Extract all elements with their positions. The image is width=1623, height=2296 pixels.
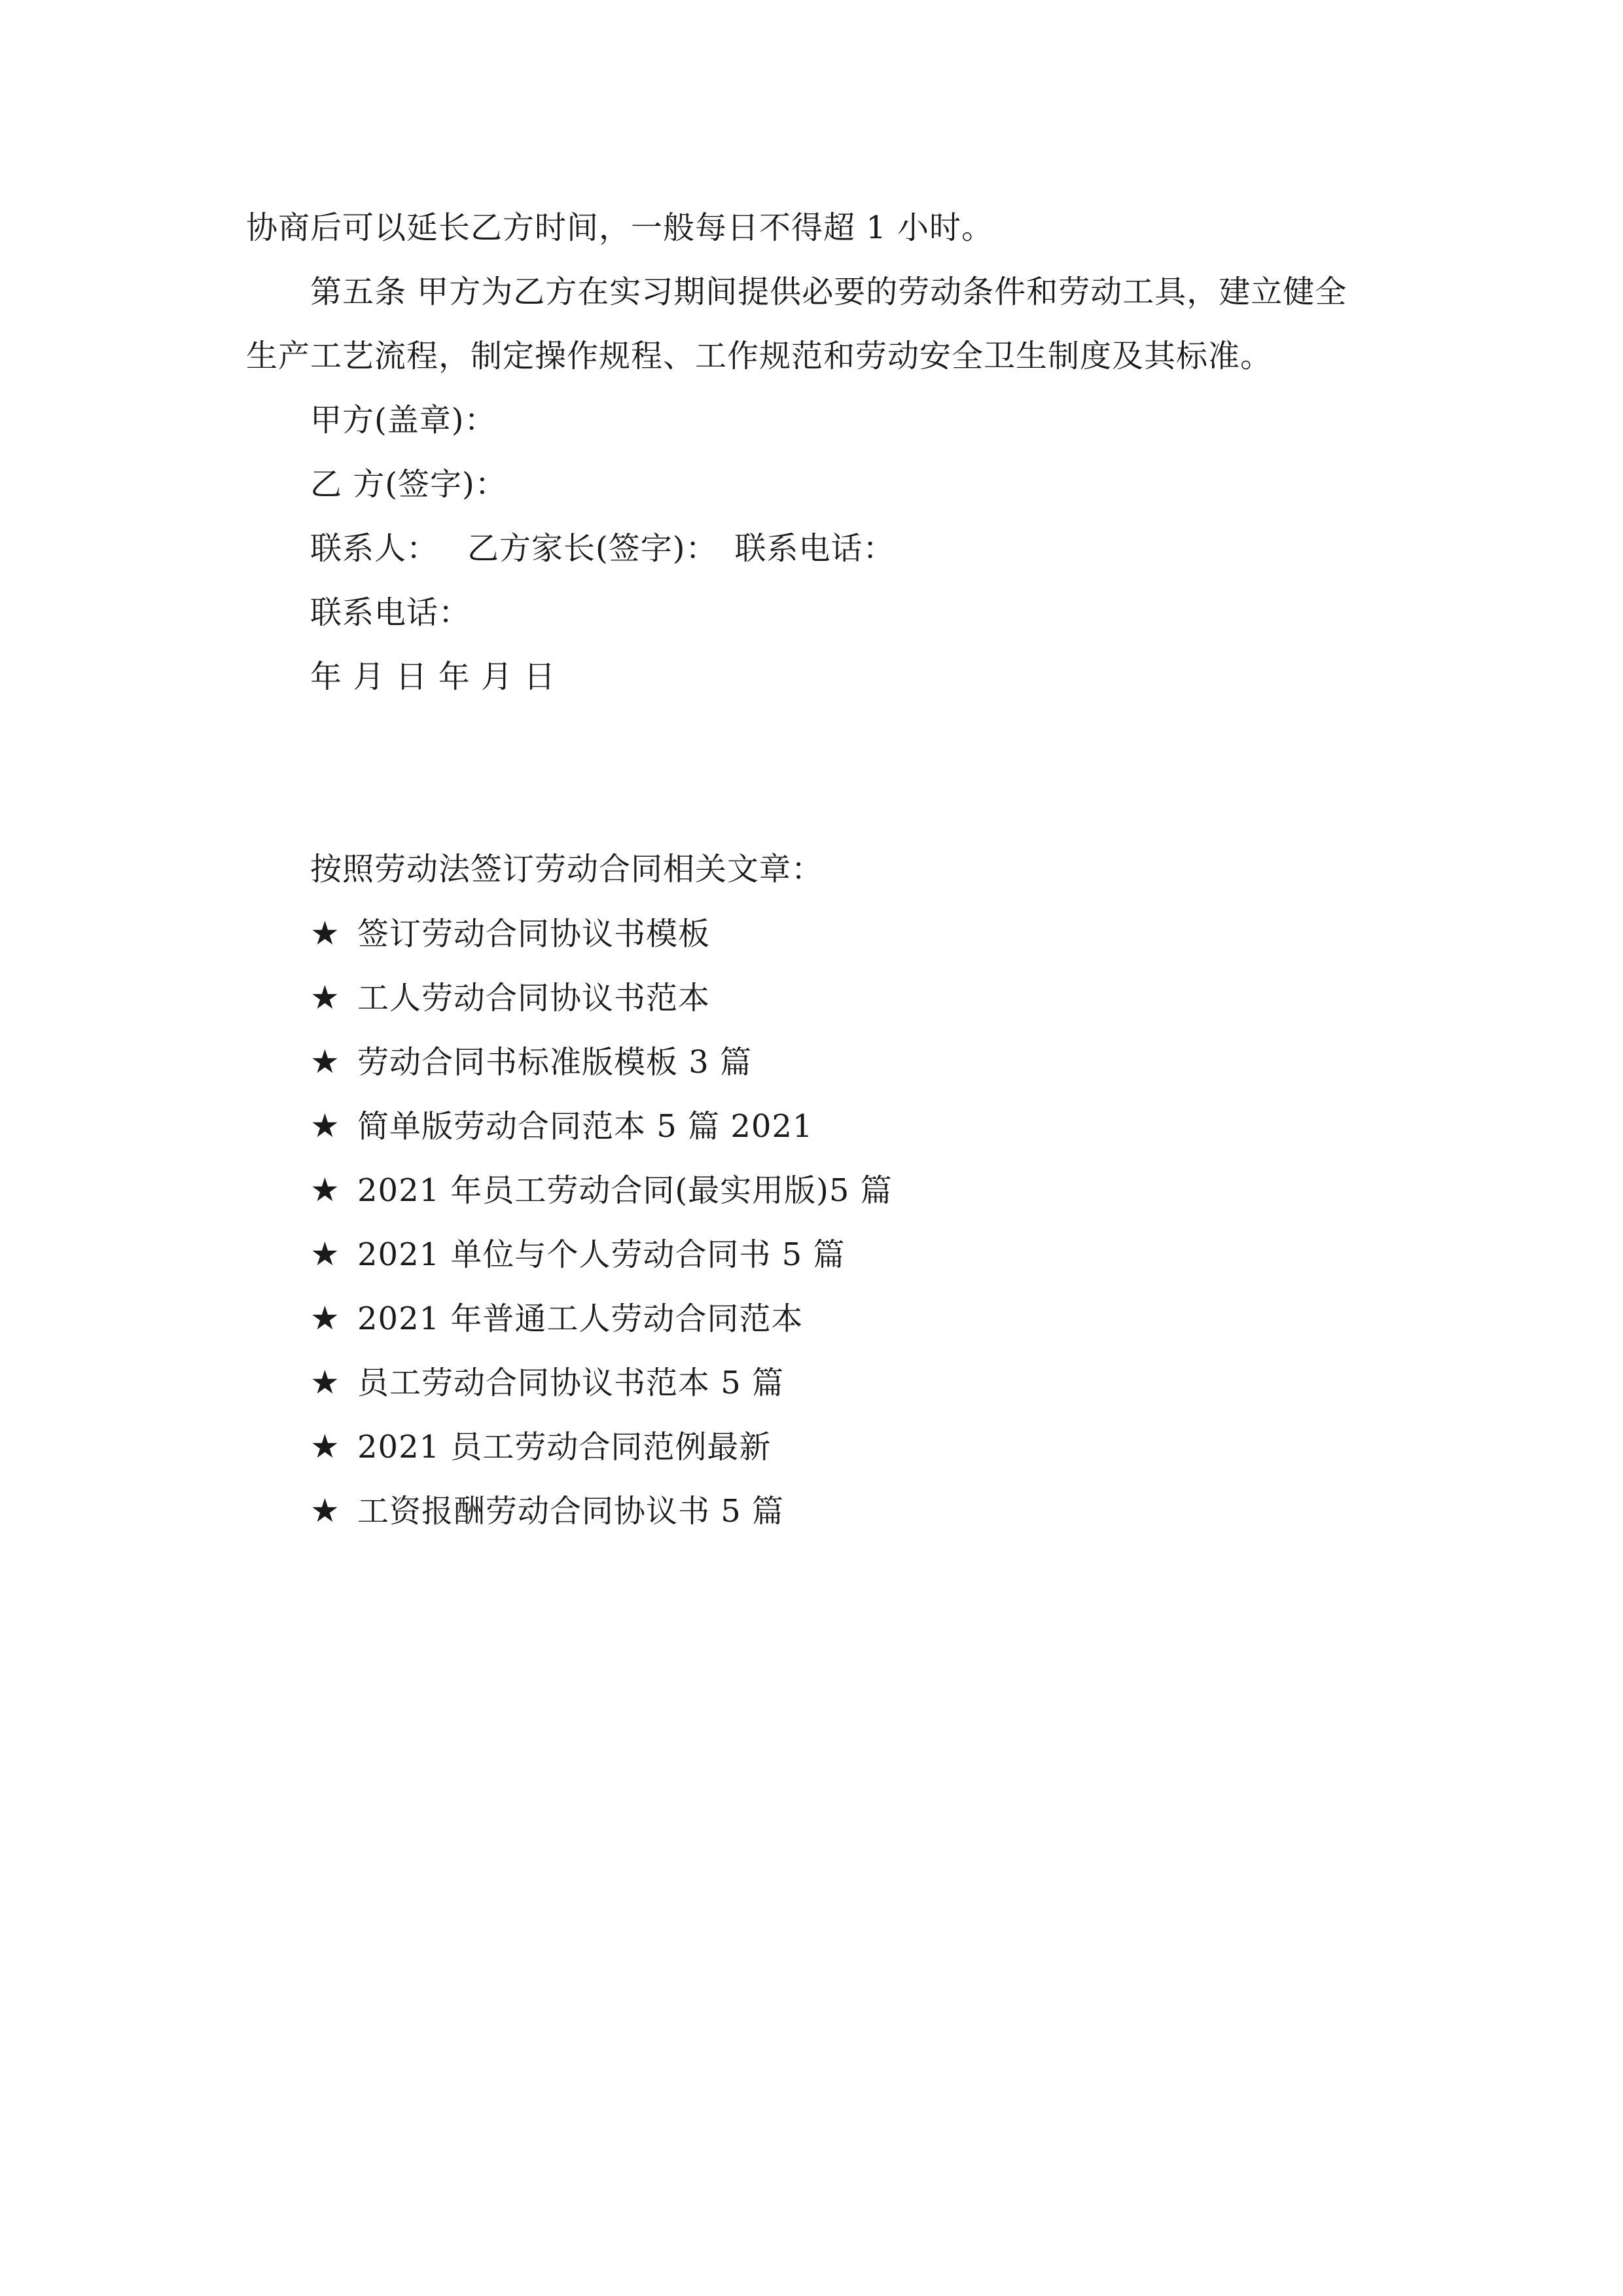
contact-row xyxy=(310,529,895,568)
date-line: 年 月 日 年 月 日 xyxy=(310,658,556,695)
related-article-title[interactable]: 劳动合同书标准版模板 3 篇 xyxy=(357,1044,753,1081)
star-icon: ★ xyxy=(310,1107,340,1145)
contact-phone-label: 联系电话： xyxy=(310,594,471,631)
parent-signature-label: 乙方家长(签字)： xyxy=(467,530,718,567)
paragraph-article-five-line2: 生产工艺流程，制定操作规程、工作规范和劳动安全卫生制度及其标准。 xyxy=(246,338,1273,374)
star-icon: ★ xyxy=(310,1492,340,1530)
related-article-title[interactable]: 2021 年员工劳动合同(最实用版)5 篇 xyxy=(357,1172,893,1209)
related-article-link[interactable] xyxy=(310,1427,771,1467)
star-icon: ★ xyxy=(310,1427,340,1465)
related-article-link[interactable] xyxy=(310,1299,803,1338)
related-article-link[interactable] xyxy=(310,1491,784,1531)
related-article-title[interactable]: 2021 单位与个人劳动合同书 5 篇 xyxy=(357,1236,846,1273)
paragraph-overtime: 协商后可以延长乙方时间，一般每日不得超 1 小时。 xyxy=(246,209,994,246)
related-article-title[interactable]: 简单版劳动合同范本 5 篇 2021 xyxy=(357,1108,813,1145)
related-article-title[interactable]: 2021 员工劳动合同范例最新 xyxy=(357,1429,772,1465)
star-icon: ★ xyxy=(310,914,340,952)
related-article-link[interactable] xyxy=(310,1042,752,1082)
star-icon: ★ xyxy=(310,1043,340,1081)
related-article-title[interactable]: 签订劳动合同协议书模板 xyxy=(357,916,711,952)
related-article-link[interactable] xyxy=(310,914,710,954)
star-icon: ★ xyxy=(310,1235,340,1273)
related-article-link[interactable] xyxy=(310,978,710,1018)
party-b-signature: 乙 方(签字)： xyxy=(310,466,507,503)
party-a-seal: 甲方(盖章)： xyxy=(310,402,497,439)
related-article-link[interactable] xyxy=(310,1234,845,1274)
star-icon: ★ xyxy=(310,978,340,1016)
related-article-link[interactable] xyxy=(310,1106,813,1146)
contact-person-label: 联系人： xyxy=(310,530,439,567)
related-article-title[interactable]: 员工劳动合同协议书范本 5 篇 xyxy=(357,1365,785,1401)
related-article-link[interactable] xyxy=(310,1170,893,1210)
contact-phone-label-right: 联系电话： xyxy=(734,530,895,567)
related-articles-heading: 按照劳动法签订劳动合同相关文章： xyxy=(310,851,824,888)
star-icon: ★ xyxy=(310,1299,340,1337)
related-article-title[interactable]: 工人劳动合同协议书范本 xyxy=(357,980,711,1016)
star-icon: ★ xyxy=(310,1171,340,1209)
related-article-title[interactable]: 2021 年普通工人劳动合同范本 xyxy=(357,1300,804,1337)
related-article-title[interactable]: 工资报酬劳动合同协议书 5 篇 xyxy=(357,1493,785,1530)
paragraph-article-five-line1: 第五条 甲方为乙方在实习期间提供必要的劳动条件和劳动工具，建立健全 xyxy=(310,274,1347,310)
related-article-link[interactable] xyxy=(310,1363,784,1403)
star-icon: ★ xyxy=(310,1363,340,1401)
